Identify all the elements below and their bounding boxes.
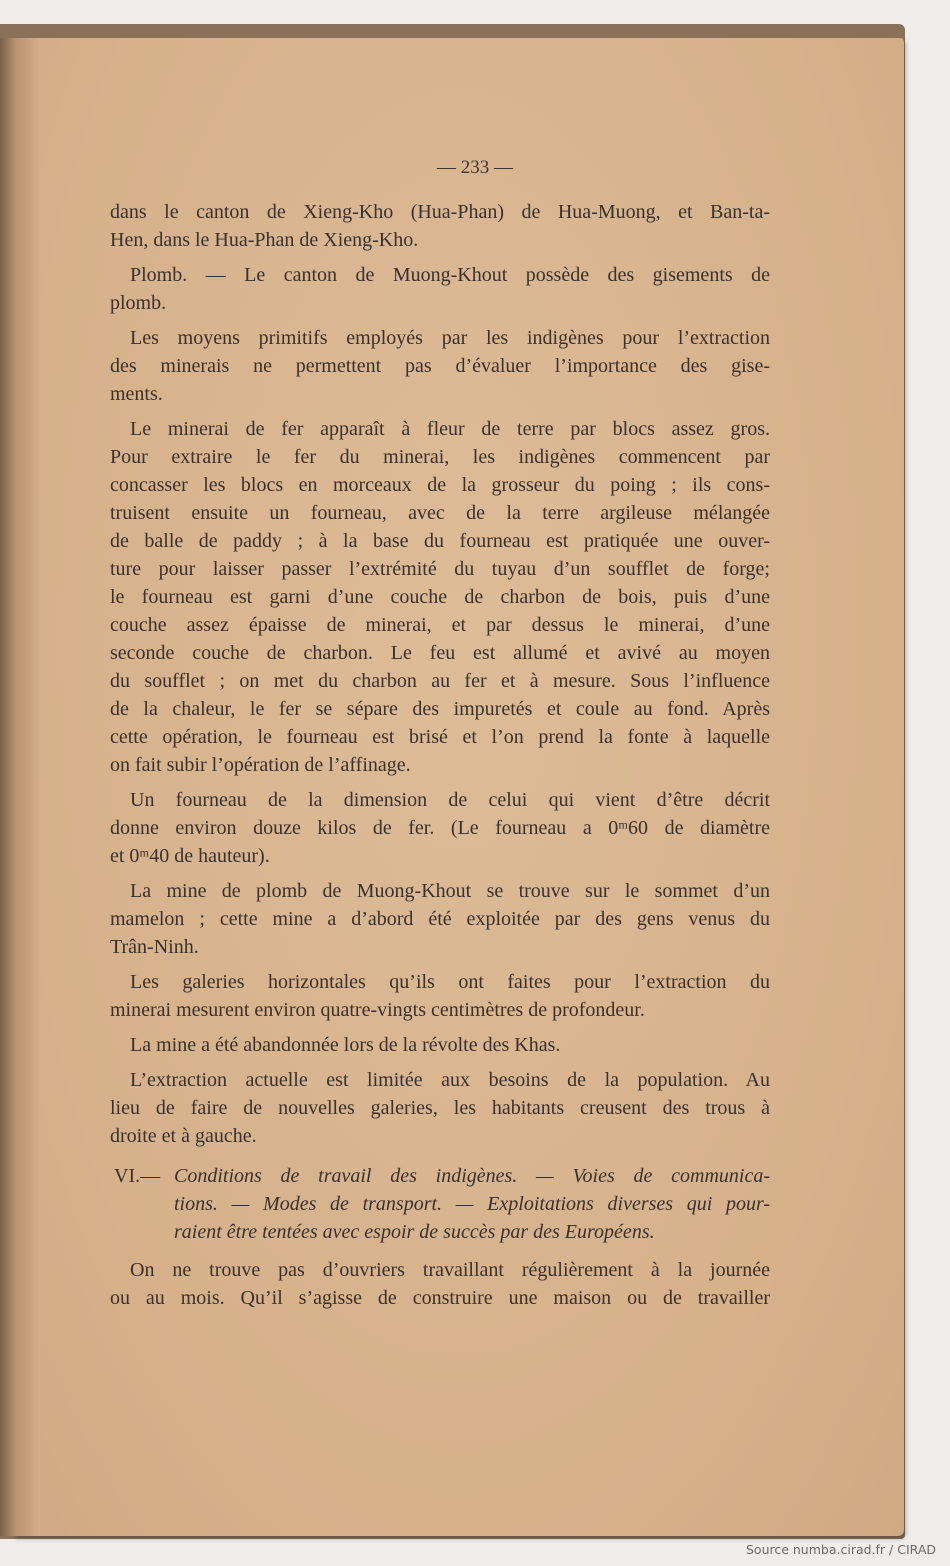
text-line: ments. xyxy=(110,383,163,405)
text-line: du soufflet ; on met du charbon au fer et à mesure. Sous l’influence xyxy=(110,670,770,692)
text-line: le fourneau est garni d’une couche de charbon de bois, puis d’une xyxy=(110,586,770,608)
text-line: Trân-Ninh. xyxy=(110,936,199,958)
paragraph xyxy=(110,415,770,779)
paragraphs xyxy=(110,198,770,1150)
paragraph xyxy=(110,198,770,254)
paragraph xyxy=(110,968,770,1024)
text-line: Les galeries horizontales qu’ils ont faites pour l’extraction du xyxy=(130,971,770,993)
text-line: Hen, dans le Hua-Phan de Xieng-Kho. xyxy=(110,229,419,251)
closing-paragraph xyxy=(110,1256,770,1312)
text-line: droite et à gauche. xyxy=(110,1125,257,1147)
section-title xyxy=(174,1162,770,1246)
text-line: dans le canton de Xieng-Kho (Hua-Phan) de Hua-Muong, et Ban-ta- xyxy=(110,201,770,223)
text-line: La mine a été abandonnée lors de la révolte des Khas. xyxy=(130,1034,561,1056)
source-credit: Source numba.cirad.fr / CIRAD xyxy=(745,1542,936,1557)
text-line: des minerais ne permettent pas d’évaluer l’importance des gise- xyxy=(110,355,770,377)
text-line: cette opération, le fourneau est brisé et l’on prend la fonte à laquelle xyxy=(110,726,770,748)
text-line: on fait subir l’opération de l’affinage. xyxy=(110,754,411,776)
text-line: lieu de faire de nouvelles galeries, les habitants creusent des trous à xyxy=(110,1097,770,1119)
text-line: concasser les blocs en morceaux de la grosseur du poing ; ils cons- xyxy=(110,474,770,496)
paragraph xyxy=(110,1066,770,1150)
text-line: donne environ douze kilos de fer. (Le fourneau a 0ᵐ60 de diamètre xyxy=(110,817,770,839)
text-line: mamelon ; cette mine a d’abord été exploitée par des gens venus du xyxy=(110,908,770,930)
paragraph xyxy=(110,261,770,317)
text-line: et 0ᵐ40 de hauteur). xyxy=(110,845,270,867)
page-number: — 233 — xyxy=(437,157,513,178)
text-line: Le minerai de fer apparaît à fleur de terre par blocs assez gros. xyxy=(130,418,770,440)
text-line: Plomb. — Le canton de Muong-Khout possède des gisements de xyxy=(130,264,770,286)
text-line: Conditions de travail des indigènes. — Voies de communica- xyxy=(174,1165,770,1187)
paragraph xyxy=(110,1031,770,1059)
text-line: L’extraction actuelle est limitée aux besoins de la population. Au xyxy=(130,1069,770,1091)
text-line: raient être tentées avec espoir de succès par des Européens. xyxy=(174,1221,655,1243)
text-line: Les moyens primitifs employés par les indigènes pour l’extraction xyxy=(130,327,770,349)
text-line: de la chaleur, le fer se sépare des impuretés et coule au fond. Après xyxy=(110,698,770,720)
text-line: minerai mesurent environ quatre-vingts centimètres de profondeur. xyxy=(110,999,645,1021)
paragraph xyxy=(110,786,770,870)
text-line: seconde couche de charbon. Le feu est allumé et avivé au moyen xyxy=(110,642,770,664)
text-line: tions. — Modes de transport. — Exploitations diverses qui pour- xyxy=(174,1193,770,1215)
paragraph xyxy=(110,324,770,408)
text-line: Un fourneau de la dimension de celui qui vient d’être décrit xyxy=(130,789,770,811)
text-line: couche assez épaisse de minerai, et par dessus le minerai, d’une xyxy=(110,614,770,636)
page-body xyxy=(110,198,770,1319)
text-line: truisent ensuite un fourneau, avec de la terre argileuse mélangée xyxy=(110,502,770,524)
text-line: Pour extraire le fer du minerai, les indigènes commencent par xyxy=(110,446,770,468)
text-line: ture pour laisser passer l’extrémité du tuyau d’un soufflet de forge; xyxy=(110,558,770,580)
book-gutter xyxy=(0,38,40,1536)
text-line: La mine de plomb de Muong-Khout se trouve sur le sommet d’un xyxy=(130,880,770,902)
text-line: de balle de paddy ; à la base du fourneau est pratiquée une ouver- xyxy=(110,530,770,552)
paragraph xyxy=(110,877,770,961)
section-number: VI.— xyxy=(114,1165,161,1187)
text-line: plomb. xyxy=(110,292,167,314)
text-line: On ne trouve pas d’ouvriers travaillant régulièrement à la journée xyxy=(130,1259,770,1281)
section-heading xyxy=(110,1162,770,1246)
text-line: ou au mois. Qu’il s’agisse de construire une maison ou de travailler xyxy=(110,1287,770,1309)
